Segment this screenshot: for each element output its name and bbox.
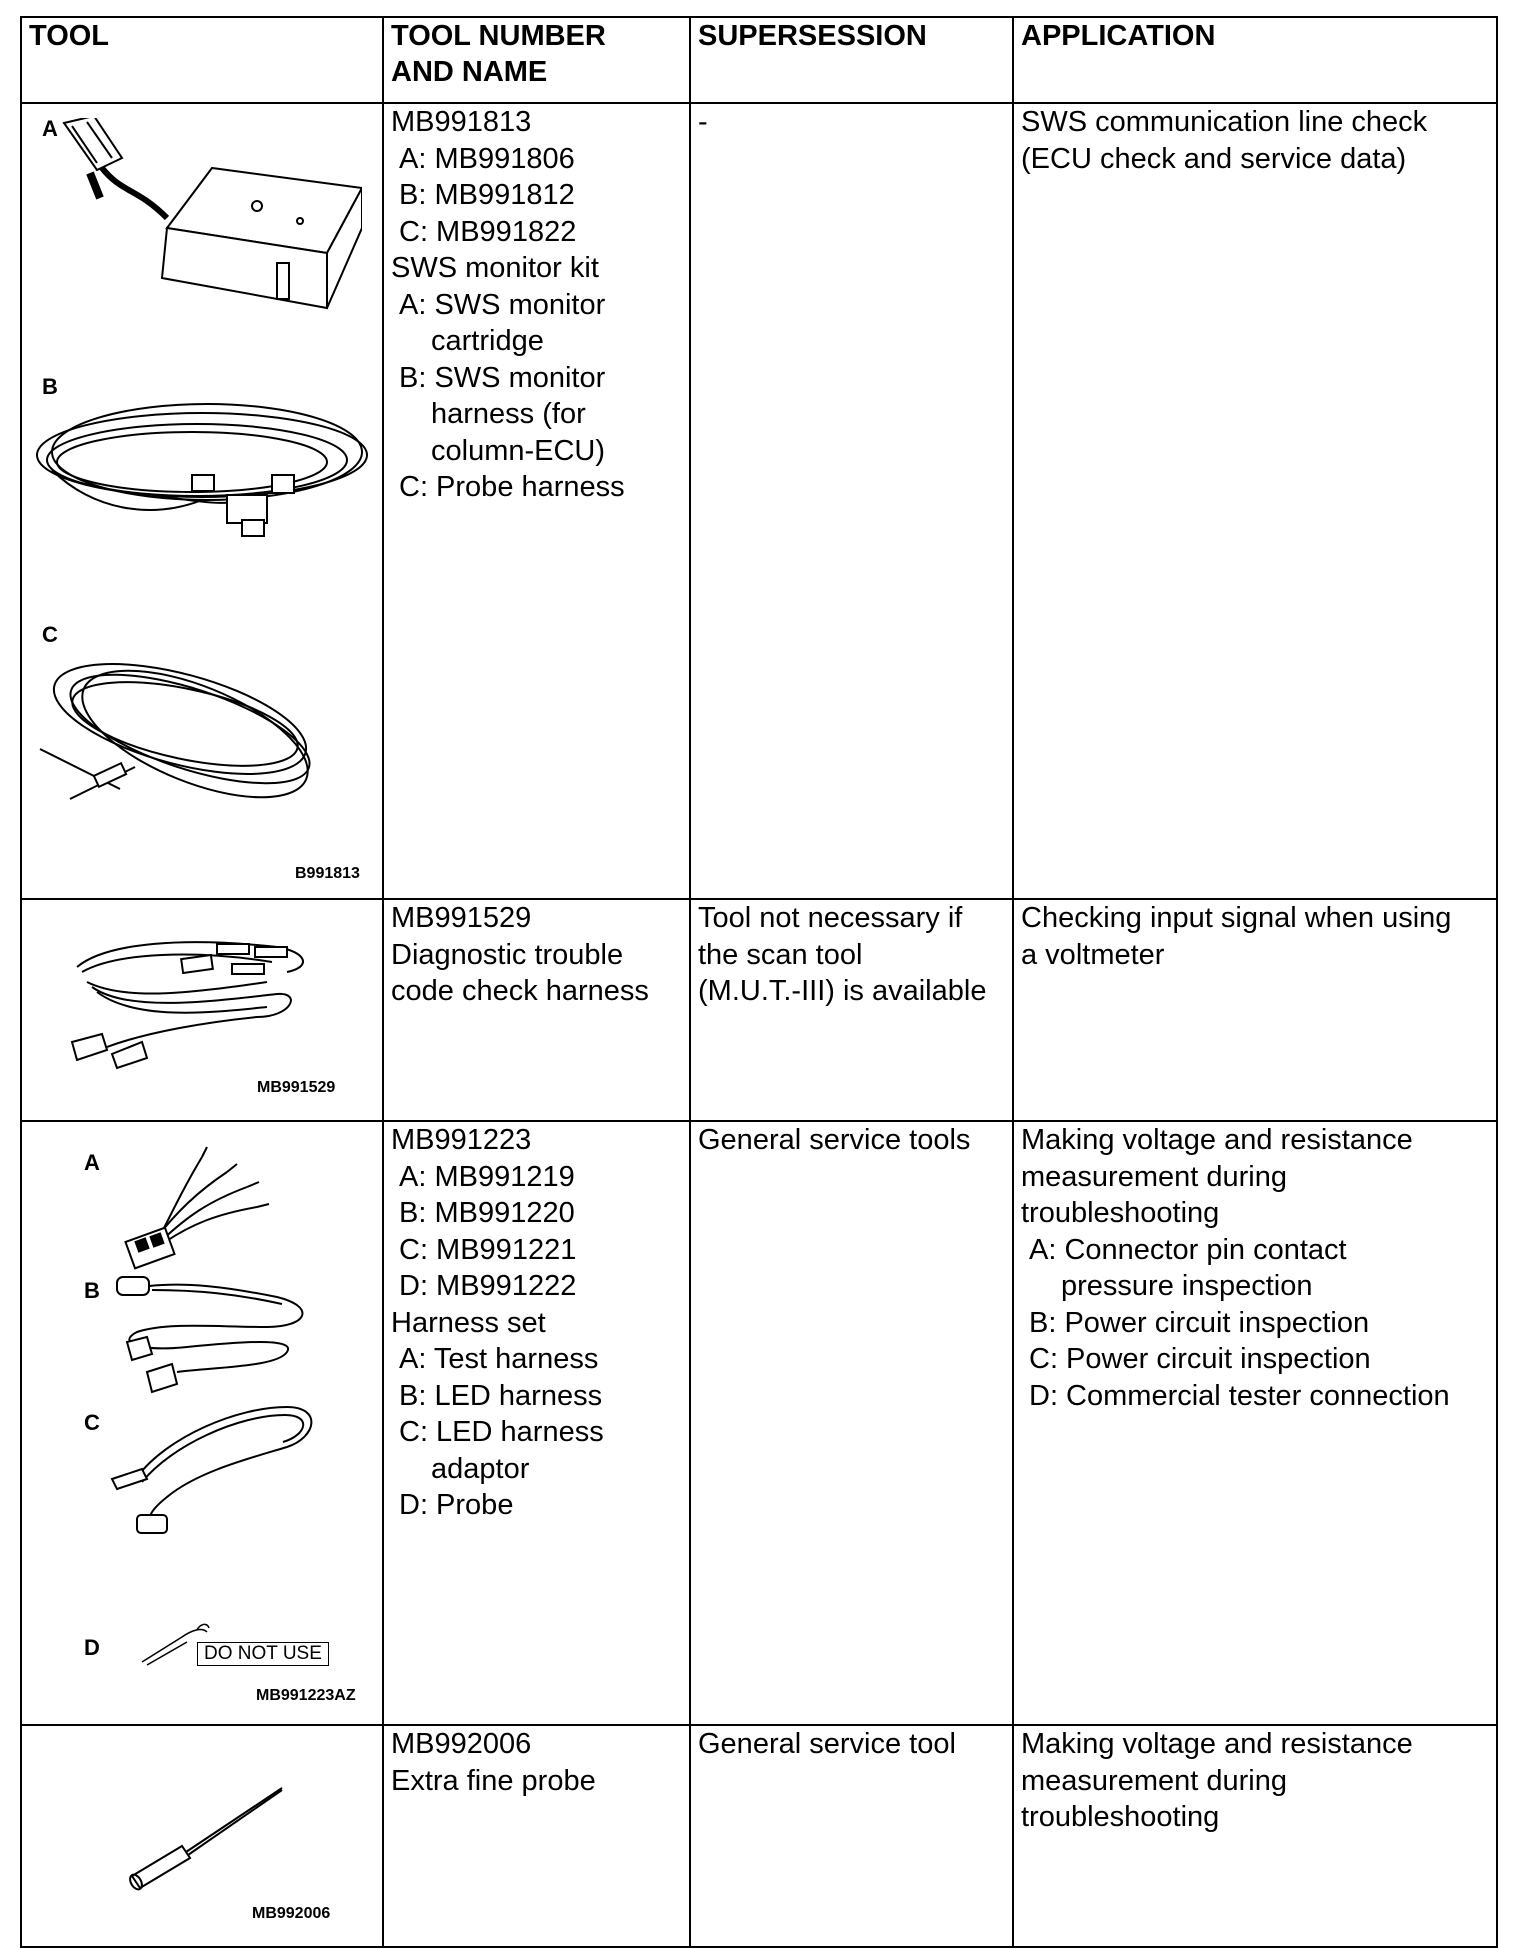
component-number: B: MB991220 bbox=[399, 1197, 575, 1229]
diagnostic-harness-figure bbox=[67, 922, 327, 1072]
led-harness-adaptor-figure bbox=[107, 1397, 327, 1537]
table-row bbox=[21, 103, 1497, 899]
supersession-text: (M.U.T.-III) is available bbox=[698, 975, 987, 1007]
header-supersession: SUPERSESSION bbox=[690, 17, 1013, 103]
led-harness-figure bbox=[107, 1272, 327, 1402]
sws-monitor-harness-figure bbox=[32, 400, 372, 550]
tool-name: Diagnostic trouble bbox=[391, 938, 624, 971]
supersession-text: Tool not necessary if bbox=[698, 902, 963, 934]
component-name: cartridge bbox=[431, 325, 544, 357]
tool-name: Extra fine probe bbox=[391, 1764, 596, 1797]
header-row bbox=[21, 17, 1497, 103]
component-number: D: MB991222 bbox=[399, 1270, 577, 1302]
tool-name: code check harness bbox=[391, 975, 649, 1007]
application-text: B: Power circuit inspection bbox=[1029, 1306, 1370, 1339]
tool-illustration-cell bbox=[21, 899, 383, 1121]
application-text: troubleshooting bbox=[1021, 1801, 1220, 1833]
table-row bbox=[21, 899, 1497, 1121]
application-text: measurement during bbox=[1021, 1160, 1287, 1193]
tool-figure-code: B991813 bbox=[295, 865, 360, 882]
tool-figure-code: MB991529 bbox=[257, 1079, 336, 1096]
application-text: a voltmeter bbox=[1021, 938, 1165, 971]
component-name: D: Probe bbox=[399, 1489, 514, 1521]
component-name: C: Probe harness bbox=[399, 471, 625, 503]
extra-fine-probe-figure bbox=[122, 1776, 322, 1896]
supersession-text: the scan tool bbox=[698, 938, 863, 971]
application-cell bbox=[1013, 103, 1497, 899]
header-tool-number-name: TOOL NUMBER AND NAME bbox=[383, 17, 690, 103]
tool-label-a: A bbox=[42, 116, 58, 141]
tool-number: MB991813 bbox=[391, 106, 532, 138]
component-name: adaptor bbox=[431, 1452, 530, 1485]
tool-name: Harness set bbox=[391, 1306, 546, 1339]
component-name: column-ECU) bbox=[431, 434, 606, 467]
tool-number-name-cell bbox=[383, 103, 690, 899]
application-cell bbox=[1013, 1725, 1497, 1947]
supersession-cell bbox=[690, 103, 1013, 899]
tool-label-b: B bbox=[84, 1278, 100, 1303]
tool-number: MB992006 bbox=[391, 1728, 532, 1760]
application-text: (ECU check and service data) bbox=[1021, 142, 1407, 175]
supersession-text: General service tool bbox=[698, 1728, 956, 1760]
tool-number: MB991529 bbox=[391, 902, 532, 934]
tool-name: SWS monitor kit bbox=[391, 252, 599, 284]
component-name: harness (for bbox=[431, 398, 586, 430]
sws-monitor-cartridge-figure bbox=[42, 118, 362, 318]
supersession-text: General service tools bbox=[698, 1124, 971, 1156]
application-text: Making voltage and resistance bbox=[1021, 1124, 1413, 1156]
tool-number-name-cell bbox=[383, 1725, 690, 1947]
test-harness-figure bbox=[107, 1142, 287, 1272]
tool-label-a: A bbox=[84, 1150, 100, 1175]
application-text: troubleshooting bbox=[1021, 1197, 1220, 1229]
component-name: A: Test harness bbox=[399, 1343, 599, 1375]
component-number: C: MB991822 bbox=[399, 215, 577, 248]
tool-label-d: D bbox=[84, 1635, 100, 1660]
do-not-use-stamp: DO NOT USE bbox=[197, 1642, 329, 1666]
header-application: APPLICATION bbox=[1013, 17, 1497, 103]
tool-number-name-cell bbox=[383, 1121, 690, 1725]
component-number: A: MB991806 bbox=[399, 142, 575, 175]
application-text: D: Commercial tester connection bbox=[1029, 1379, 1450, 1412]
component-number: C: MB991221 bbox=[399, 1233, 577, 1266]
table-row bbox=[21, 1121, 1497, 1725]
component-name: B: SWS monitor bbox=[399, 361, 606, 394]
component-number: A: MB991219 bbox=[399, 1160, 575, 1193]
tool-illustration-cell bbox=[21, 1121, 383, 1725]
application-text: C: Power circuit inspection bbox=[1029, 1343, 1371, 1375]
supersession-text: - bbox=[698, 106, 708, 138]
component-name: A: SWS monitor bbox=[399, 288, 606, 321]
component-name: B: LED harness bbox=[399, 1379, 603, 1412]
tool-figure-code: MB991223AZ bbox=[256, 1687, 356, 1704]
special-tools-table bbox=[20, 16, 1498, 1948]
tool-illustration-cell bbox=[21, 1725, 383, 1947]
component-name: C: LED harness bbox=[399, 1416, 604, 1448]
tool-label-c: C bbox=[84, 1410, 100, 1435]
supersession-cell bbox=[690, 1121, 1013, 1725]
component-number: B: MB991812 bbox=[399, 179, 575, 211]
application-cell bbox=[1013, 1121, 1497, 1725]
tool-label-c: C bbox=[42, 622, 58, 647]
table-row bbox=[21, 1725, 1497, 1947]
application-text: A: Connector pin contact bbox=[1029, 1233, 1347, 1266]
application-text: pressure inspection bbox=[1061, 1270, 1313, 1302]
supersession-cell bbox=[690, 899, 1013, 1121]
tool-number-name-cell bbox=[383, 899, 690, 1121]
tool-label-b: B bbox=[42, 374, 58, 399]
tool-number: MB991223 bbox=[391, 1124, 532, 1156]
application-cell bbox=[1013, 899, 1497, 1121]
application-text: Making voltage and resistance bbox=[1021, 1728, 1413, 1760]
probe-harness-figure bbox=[30, 649, 360, 849]
supersession-cell bbox=[690, 1725, 1013, 1947]
header-tool: TOOL bbox=[21, 17, 383, 103]
application-text: SWS communication line check bbox=[1021, 106, 1428, 138]
application-text: measurement during bbox=[1021, 1764, 1287, 1797]
tool-figure-code: MB992006 bbox=[252, 1905, 331, 1922]
application-text: Checking input signal when using bbox=[1021, 902, 1452, 934]
tool-illustration-cell bbox=[21, 103, 383, 899]
